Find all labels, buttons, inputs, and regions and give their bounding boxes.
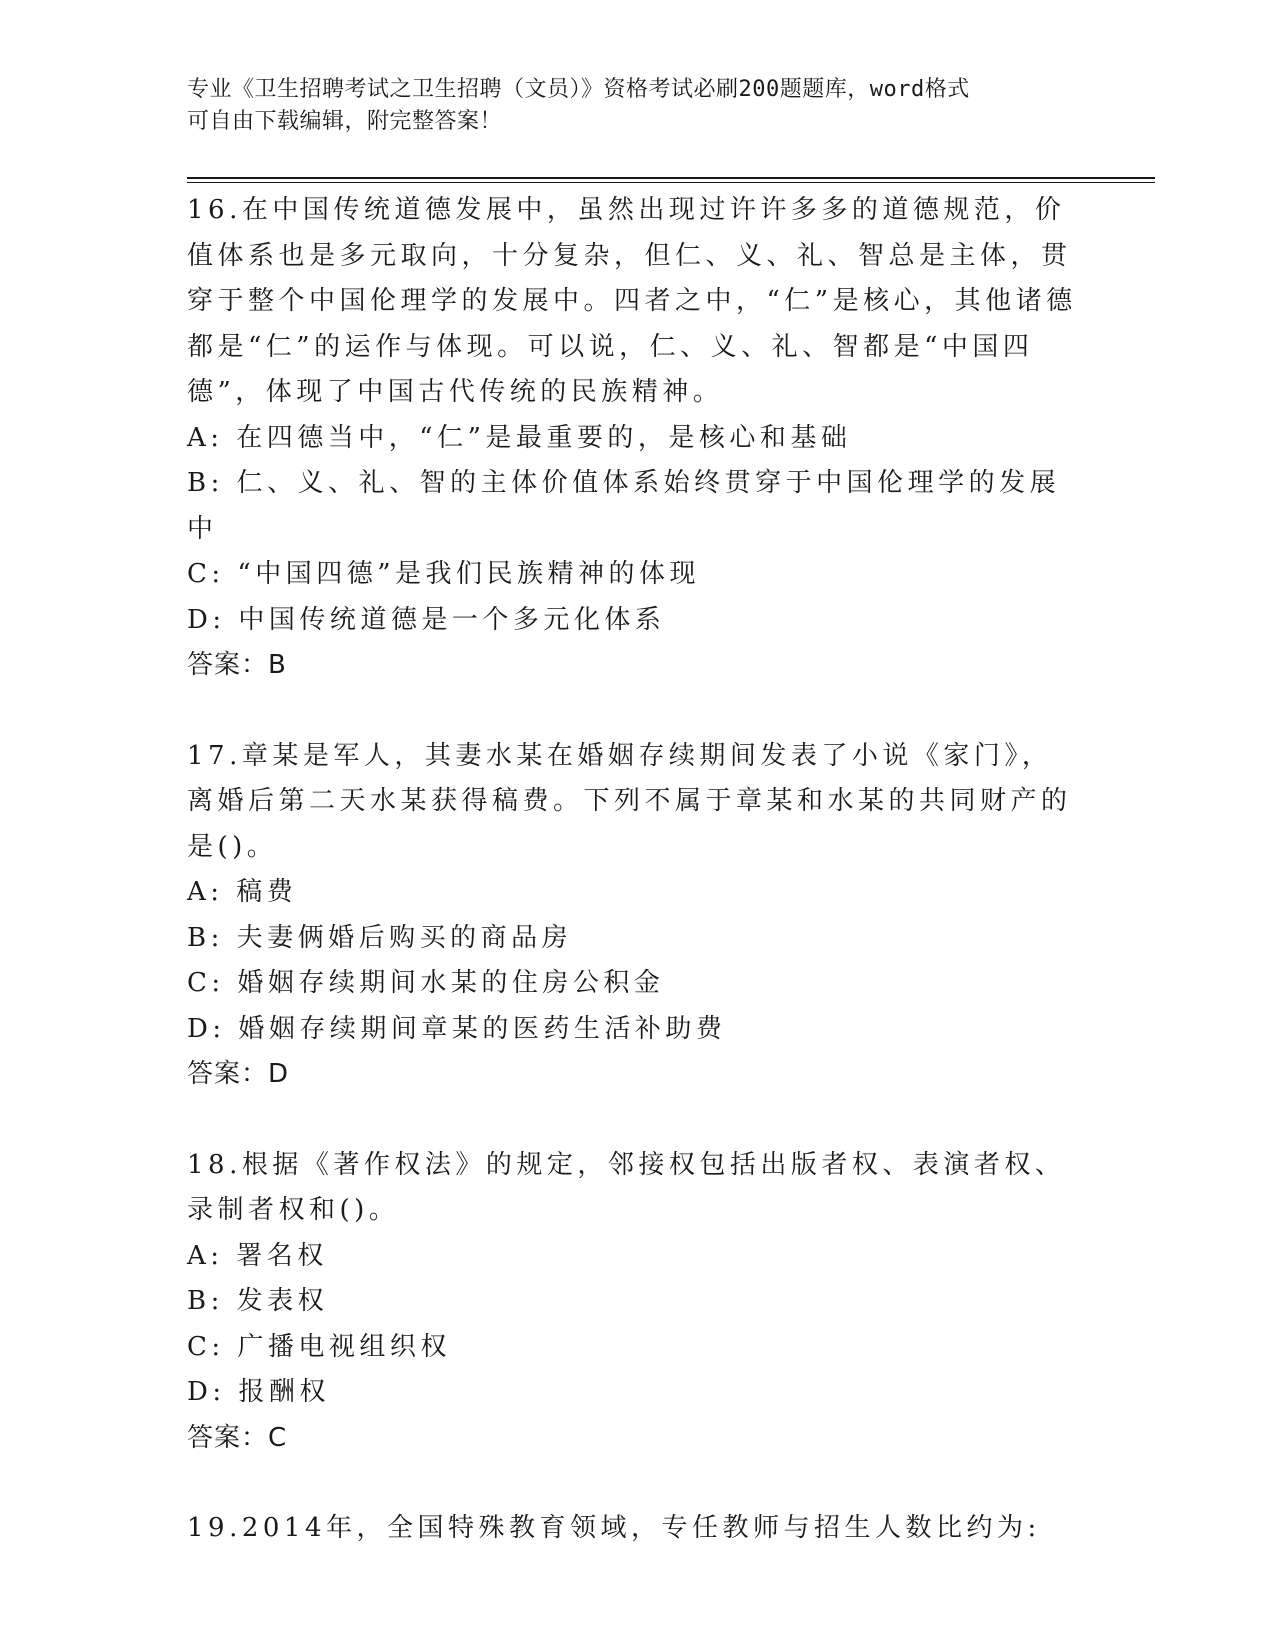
question-16	[187, 188, 1077, 689]
header-line-2: 可自由下载编辑，附完整答案！	[187, 109, 503, 134]
option-a: A: 署名权	[187, 1240, 328, 1271]
option-a: A: 稿费	[187, 877, 298, 907]
option-d: D: 报酬权	[187, 1377, 330, 1407]
question-19	[187, 1506, 1077, 1552]
header-divider-thick	[187, 177, 1155, 179]
question-stem: 19.2014年，全国特殊教育领域，专任教师与招生人数比约为:	[187, 1513, 1041, 1543]
option-a: A: 在四德当中，“仁”是最重要的，是核心和基础	[187, 422, 852, 453]
option-b: B: 仁、义、礼、智的主体价值体系始终贯穿于中国伦理学的发展中	[187, 468, 1061, 544]
question-17	[187, 734, 1077, 1098]
option-c: C: 婚姻存续期间水某的住房公积金	[187, 968, 665, 998]
question-stem: 17.章某是军人，其妻水某在婚姻存续期间发表了小说《家门》，离婚后第二天水某获得稿费。下列不属于章某和水某的共同财产的是()。	[187, 740, 1072, 862]
header-divider-thin	[187, 182, 1155, 183]
question-list	[187, 188, 1077, 1597]
question-stem: 18.根据《著作权法》的规定，邻接权包括出版者权、表演者权、录制者权和()。	[187, 1149, 1066, 1225]
option-c: C: 广播电视组织权	[187, 1331, 451, 1362]
option-d: D: 中国传统道德是一个多元化体系	[187, 604, 666, 635]
question-stem: 16.在中国传统道德发展中，虽然出现过许许多多的道德规范，价值体系也是多元取向，十分复杂，但仁、义、礼、智总是主体，贯穿于整个中国伦理学的发展中。四者之中，“仁”是核心，其他诸德都是“仁”的运作与体现。可以说，仁、义、礼、智都是“中国四德”，体现了中国古代传统的民族精神。	[187, 195, 1077, 407]
answer-label: 答案：D	[187, 1059, 290, 1089]
option-d: D: 婚姻存续期间章某的医药生活补助费	[187, 1013, 727, 1044]
option-c: C: “中国四德”是我们民族精神的体现	[187, 559, 701, 589]
answer-label: 答案：B	[187, 650, 287, 680]
document-header	[187, 74, 1067, 138]
header-line-1: 专业《卫生招聘考试之卫生招聘（文员）》资格考试必刷200题题库，word格式	[187, 77, 970, 102]
answer-label: 答案：C	[187, 1422, 288, 1453]
option-b: B: 发表权	[187, 1286, 329, 1316]
option-b: B: 夫妻俩婚后购买的商品房	[187, 922, 573, 953]
question-18	[187, 1143, 1077, 1462]
